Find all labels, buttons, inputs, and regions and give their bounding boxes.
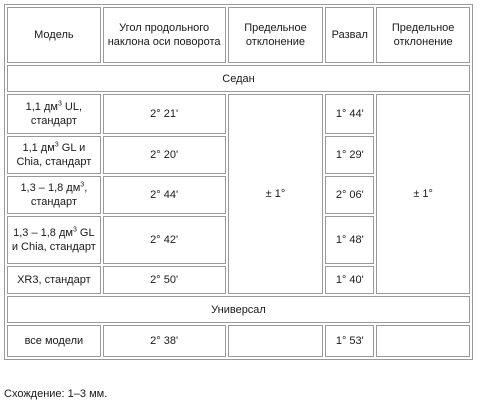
empty-cell	[228, 325, 324, 357]
toe-in-note: Схождение: 1–3 мм.	[4, 388, 108, 400]
group-row-wagon	[7, 296, 470, 323]
camber-tolerance-cell: ± 1°	[376, 94, 470, 294]
group-label-wagon: Универсал	[7, 296, 470, 323]
empty-cell	[376, 325, 470, 357]
model-cell: XR3, стандарт	[7, 266, 101, 294]
model-cell: 1,1 $дм^3$ UL, стандарт	[7, 94, 101, 134]
model-cell: 1,1 $дм^3$ GL и Chia, стандарт	[7, 136, 101, 174]
header-caster: Угол продольного наклона оси поворота	[103, 7, 226, 63]
table-row	[7, 325, 470, 357]
caster-cell: 2° 44'	[103, 176, 226, 214]
model-cell: все модели	[7, 325, 101, 357]
header-camber-tolerance: Предельное отклонение	[376, 7, 470, 63]
camber-cell: 1° 40'	[325, 266, 374, 294]
caster-cell: 2° 38'	[103, 325, 226, 357]
header-camber: Развал	[325, 7, 374, 63]
caster-tolerance-cell: ± 1°	[228, 94, 324, 294]
table-row	[7, 94, 470, 134]
camber-cell: 1° 48'	[325, 216, 374, 264]
header-caster-tolerance: Предельное отклонение	[228, 7, 324, 63]
caster-cell: 2° 21'	[103, 94, 226, 134]
caster-cell: 2° 20'	[103, 136, 226, 174]
caster-cell: 2° 42'	[103, 216, 226, 264]
group-row-sedan	[7, 65, 470, 92]
camber-cell: 1° 29'	[325, 136, 374, 174]
group-label-sedan: Седан	[7, 65, 470, 92]
table-header-row	[7, 7, 470, 63]
camber-cell: 2° 06'	[325, 176, 374, 214]
header-model: Модель	[7, 7, 101, 63]
camber-cell: 1° 44'	[325, 94, 374, 134]
model-cell: 1,3 – 1,8 $дм^3$ GL и Chia, стандарт	[7, 216, 101, 264]
model-cell: 1,3 – 1,8 $дм^3$, стандарт	[7, 176, 101, 214]
alignment-spec-table	[4, 4, 473, 360]
camber-cell: 1° 53'	[325, 325, 374, 357]
caster-cell: 2° 50'	[103, 266, 226, 294]
